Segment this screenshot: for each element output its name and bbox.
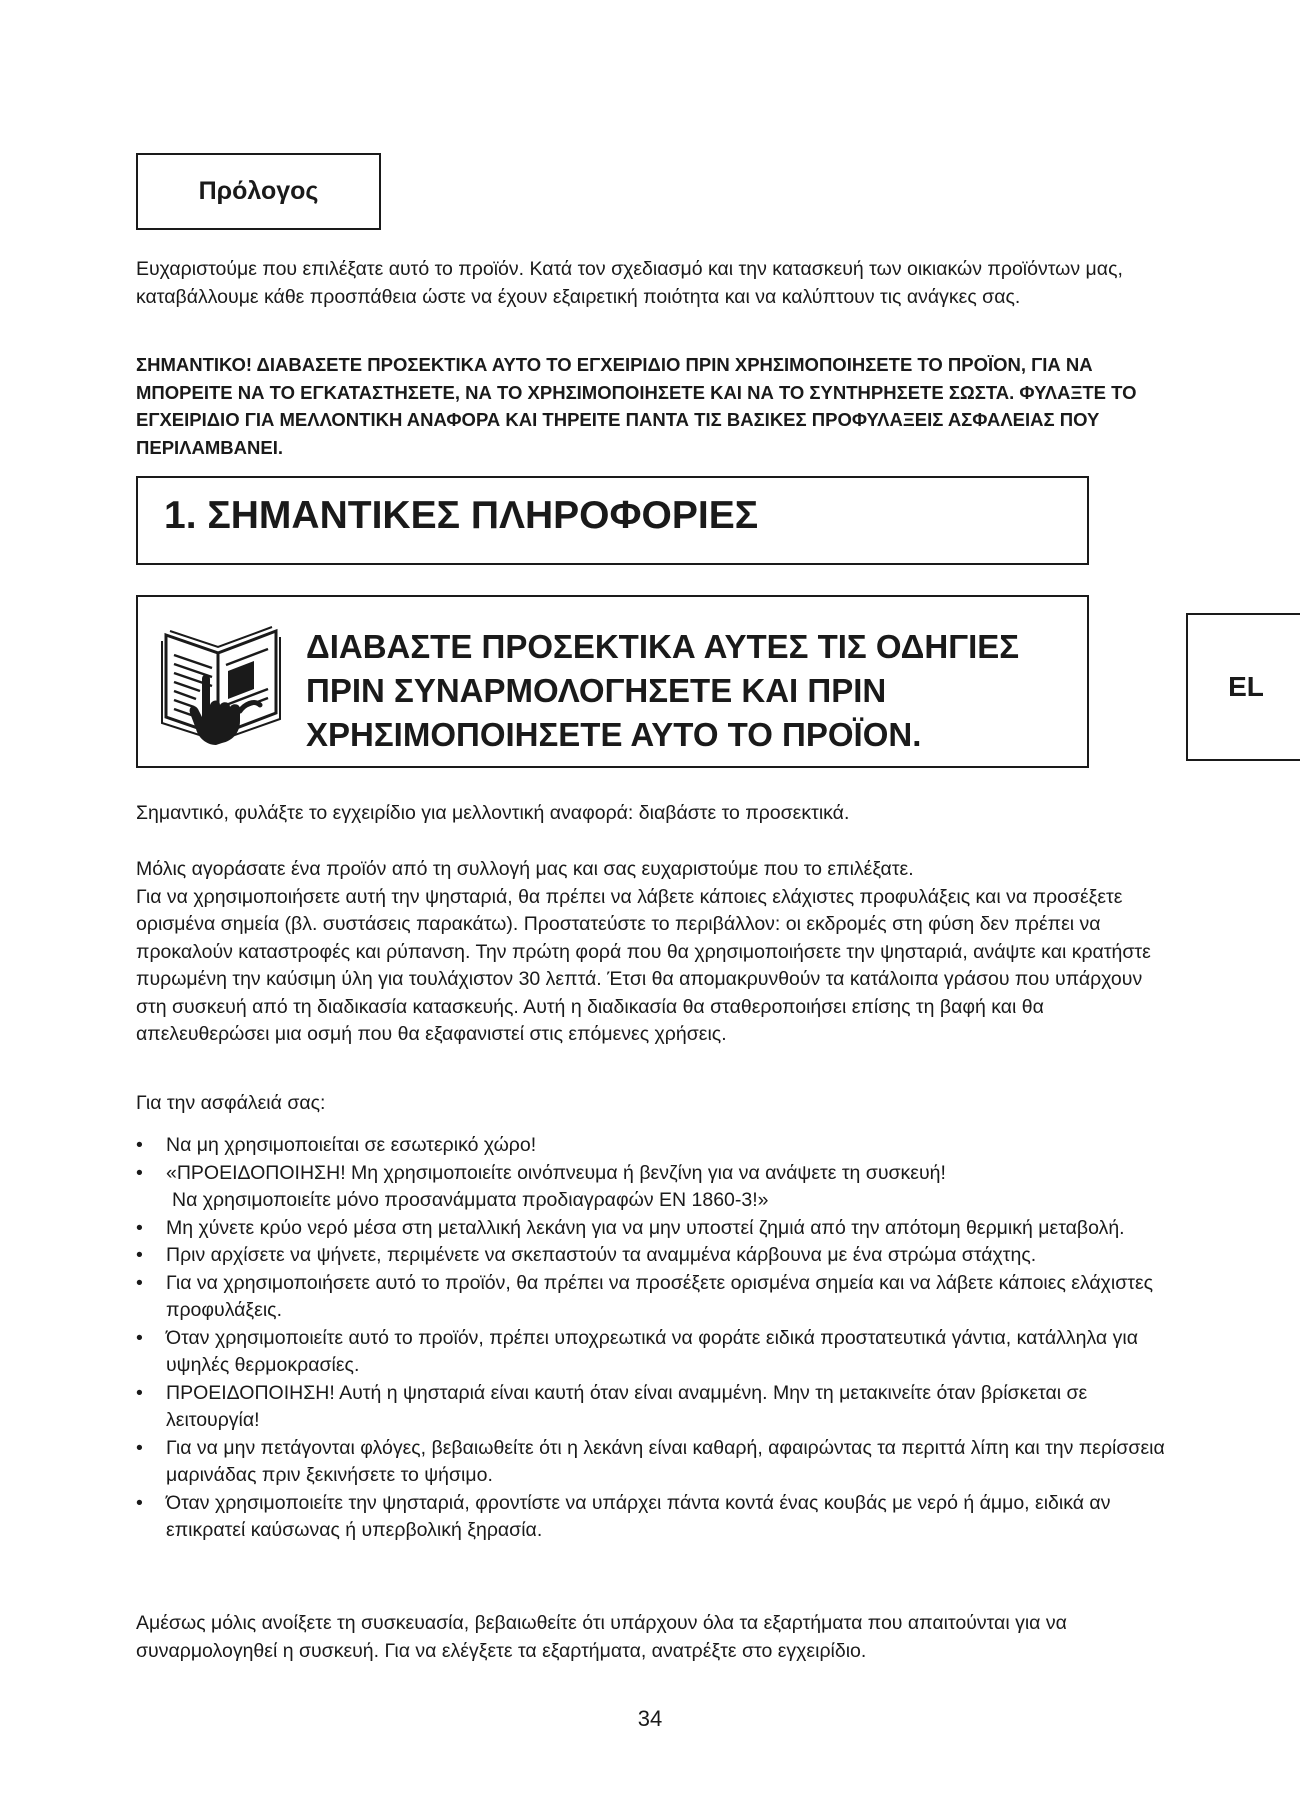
intro-body [136,856,1176,1049]
keep-manual-note: Σημαντικό, φυλάξτε το εγχειρίδιο για μελλοντική αναφορά: διαβάστε το προσεκτικά. [136,802,850,824]
intro-paragraph: Ευχαριστούμε που επιλέξατε αυτό το προϊόν. Κατά τον σχεδιασμό και την κατασκευή των οικιακών προϊόντων μας, καταβάλλουμε κάθε προσπάθεια ώστε να έχουν εξαιρετική ποιότητα και να καλύπτουν τις ανάγκες σας. [136,258,1123,308]
warning-line-1: ΔΙΑΒΑΣΤΕ ΠΡΟΣΕΚΤΙΚΑ ΑΥΤΕΣ ΤΙΣ ΟΔΗΓΙΕΣ [306,628,1020,665]
section-title: 1. ΣΗΜΑΝΤΙΚΕΣ ΠΛΗΡΟΦΟΡΙΕΣ [164,494,759,537]
intro-body-line-1: Μόλις αγοράσατε ένα προϊόν από τη συλλογή μας και σας ευχαριστούμε που το επιλέξατε. [136,858,914,880]
read-manual-icon [158,609,290,754]
list-item: • Για να μην πετάγονται φλόγες, βεβαιωθείτε ότι η λεκάνη είναι καθαρή, αφαιρώντας τα περιττά λίπη και την περίσσεια μαρινάδας πριν ξεκινήσετε το ψήσιμο. [136,1436,1165,1486]
section-heading-box [136,476,1089,565]
list-item: • Πριν αρχίσετε να ψήνετε, περιμένετε να σκεπαστούν τα αναμμένα κάρβουνα με ένα στρώμα στάχτης. [136,1244,1037,1266]
list-item: • ΠΡΟΕΙΔΟΠΟΙΗΣΗ! Αυτή η ψησταριά είναι καυτή όταν είναι αναμμένη. Μην τη μετακινείτε όταν βρίσκεται σε λειτουργία! [136,1381,1088,1431]
warning-text [306,625,1066,757]
important-notice: ΣΗΜΑΝΤΙΚΟ! ΔΙΑΒΑΣΕΤΕ ΠΡΟΣΕΚΤΙΚΑ ΑΥΤΟ ΤΟ ΕΓΧΕΙΡΙΔΙΟ ΠΡΙΝ ΧΡΗΣΙΜΟΠΟΙΗΣΕΤΕ ΤΟ ΠΡΟΪΟΝ, ΓΙΑ ΝΑ ΜΠΟΡΕΙΤΕ ΝΑ ΤΟ ΕΓΚΑΤΑΣΤΗΣΕΤΕ, ΝΑ ΤΟ ΧΡΗΣΙΜΟΠΟΙΗΣΕΤΕ ΚΑΙ ΝΑ ΤΟ ΣΥΝΤΗΡΗΣΕΤΕ ΣΩΣΤΑ. ΦΥΛΑΞΤΕ ΤΟ ΕΓΧΕΙΡΙΔΙΟ ΓΙΑ ΜΕΛΛΟΝΤΙΚΗ ΑΝΑΦΟΡΑ ΚΑΙ ΤΗΡΕΙΤΕ ΠΑΝΤΑ ΤΙΣ ΒΑΣΙΚΕΣ ΠΡΟΦΥΛΑΞΕΙΣ ΑΣΦΑΛΕΙΑΣ ΠΟΥ ΠΕΡΙΛΑΜΒΑΝΕΙ. [136,354,1137,458]
read-instructions-warning-box [136,595,1089,768]
warning-line-2: ΠΡΙΝ ΣΥΝΑΡΜΟΛΟΓΗΣΕΤΕ ΚΑΙ ΠΡΙΝ [306,672,887,709]
list-item: • Όταν χρησιμοποιείτε αυτό το προϊόν, πρέπει υποχρεωτικά να φοράτε ειδικά προστατευτικά γάντια, κατάλληλα για υψηλές θερμοκρασίες. [136,1326,1138,1376]
closing-paragraph: Αμέσως μόλις ανοίξετε τη συσκευασία, βεβαιωθείτε ότι υπάρχουν όλα τα εξαρτήματα που απαιτούνται για να συναρμολογηθεί η συσκευή. Για να ελέγξετε τα εξαρτήματα, ανατρέξτε στο εγχειρίδιο. [136,1612,1067,1662]
safety-heading: Για την ασφάλειά σας: [136,1092,326,1114]
language-tab [1186,613,1300,761]
warning-line-3: ΧΡΗΣΙΜΟΠΟΙΗΣΕΤΕ ΑΥΤΟ ΤΟ ΠΡΟΪΟΝ. [306,716,922,753]
page-number: 34 [637,1706,663,1731]
prologue-title: Πρόλογος [198,177,319,205]
prologue-box [136,153,381,230]
list-item: • Όταν χρησιμοποιείτε την ψησταριά, φροντίστε να υπάρχει πάντα κοντά ένας κουβάς με νερό ή άμμο, ειδικά αν επικρατεί καύσωνας ή υπερβολική ξηρασία. [136,1491,1111,1541]
language-tab-label: EL [1228,671,1264,702]
list-item: • Μη χύνετε κρύο νερό μέσα στη μεταλλική λεκάνη για να μην υποστεί ζημιά από την απότομη θερμική μεταβολή. [136,1216,1125,1239]
list-item: • Να μη χρησιμοποιείται σε εσωτερικό χώρο! [136,1134,537,1156]
list-item: • «ΠΡΟΕΙΔΟΠΟΙΗΣΗ! Μη χρησιμοποιείτε οινόπνευμα ή βενζίνη για να ανάψετε τη συσκευή! Να χρησιμοποιείτε μόνο προσανάμματα προδιαγραφών EN 1860-3!» [136,1161,946,1211]
list-item: • Για να χρησιμοποιήσετε αυτό το προϊόν, θα πρέπει να προσέξετε ορισμένα σημεία και να λάβετε κάποιες ελάχιστες προφυλάξεις. [136,1271,1154,1321]
safety-list [136,1132,1176,1545]
intro-body-line-2: Για να χρησιμοποιήσετε αυτή την ψησταριά, θα πρέπει να λάβετε κάποιες ελάχιστες προφυλάξεις και να προσέξετε ορισμένα σημεία (βλ. συστάσεις παρακάτω). Προστατεύστε το περιβάλλον: οι εκδρομές στη φύση δεν πρέπει να προκαλούν καταστροφές και ρύπανση. Την πρώτη φορά που θα χρησιμοποιήσετε την ψησταριά, ανάψτε και κρατήστε πυρωμένη την καύσιμη ύλη για τουλάχιστον 30 λεπτά. Έτσι θα απομακρυνθούν τα κατάλοιπα γράσου που υπάρχουν στη συσκευή από τη διαδικασία κατασκευής. Αυτή η διαδικασία θα σταθεροποιήσει επίσης τη βαφή και θα απελευθερώσει μια οσμή που θα εξαφανιστεί στις επόμενες χρήσεις. [136,885,1151,1045]
